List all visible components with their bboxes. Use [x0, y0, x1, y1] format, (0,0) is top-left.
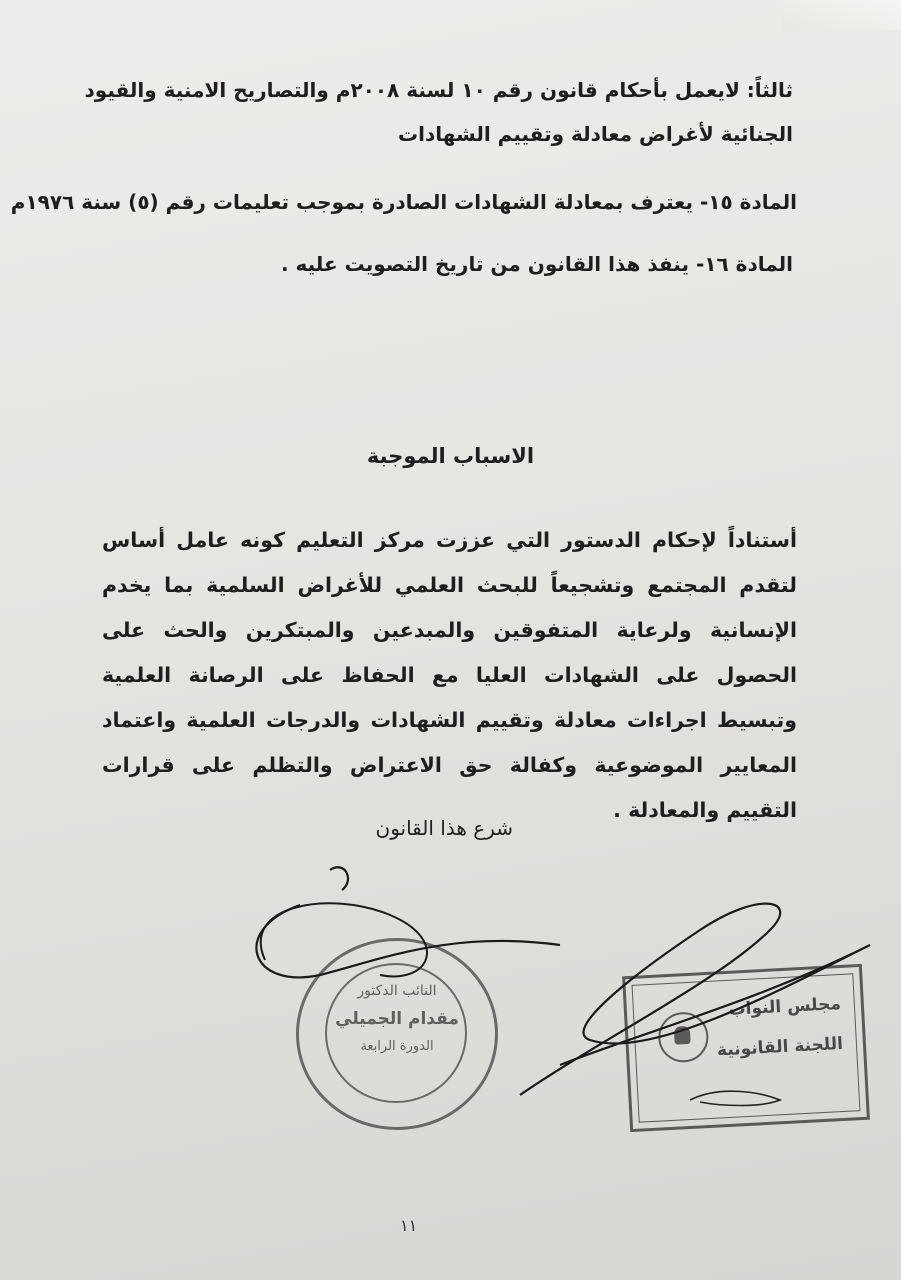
- page-number: ١١: [400, 1216, 418, 1235]
- reasons-body: أستناداً لإحكام الدستور التي عززت مركز التعليم كونه عامل أساس لتقدم المجتمع وتشجيعاً للبحث العلمي للأغراض السلمية بما يخدم الإنسانية ولرعاية المتفوقين والمبدعين والمبتكرين والحث على الحصول على الشهادات العليا مع الحفاظ على الرصانة العلمية وتبسيط اجراءات معادلة وتقييم الشهادات والدرجات العلمية واعتماد المعايير الموضوعية وكفالة حق الاعتراض والتظلم على قرارات التقييم والمعادلة .: [102, 528, 797, 822]
- article-16: المادة ١٦- ينفذ هذا القانون من تاريخ التصويت عليه .: [280, 252, 793, 276]
- committee-stamp-line-1: مجلس النواب: [728, 993, 842, 1020]
- committee-stamp-line-2: اللجنة القانونية: [716, 1033, 844, 1061]
- signature-right: [520, 904, 870, 1095]
- round-seal-title: النائب الدكتور: [357, 983, 437, 999]
- signature-left: [256, 867, 560, 977]
- signature-small: [690, 1091, 780, 1105]
- signature-left-loop: [261, 903, 427, 976]
- article-15: المادة ١٥- يعترف بمعادلة الشهادات الصادرة بموجب تعليمات رقم (٥) سنة ١٩٧٦م: [10, 190, 797, 214]
- article-third-line-1: ثالثاً: لايعمل بأحكام قانون رقم ١٠ لسنة ٢٠٠٨م والتصاريح الامنية والقيود: [84, 78, 793, 102]
- closing-line: شرع هذا القانون: [375, 816, 513, 840]
- reasons-heading: الاسباب الموجبة: [366, 444, 535, 468]
- round-seal-session: الدورة الرابعة: [360, 1039, 434, 1054]
- round-seal-name: مقدام الجميلي: [335, 1009, 459, 1029]
- article-third-line-2: الجنائية لأغراض معادلة وتقييم الشهادات: [398, 122, 793, 146]
